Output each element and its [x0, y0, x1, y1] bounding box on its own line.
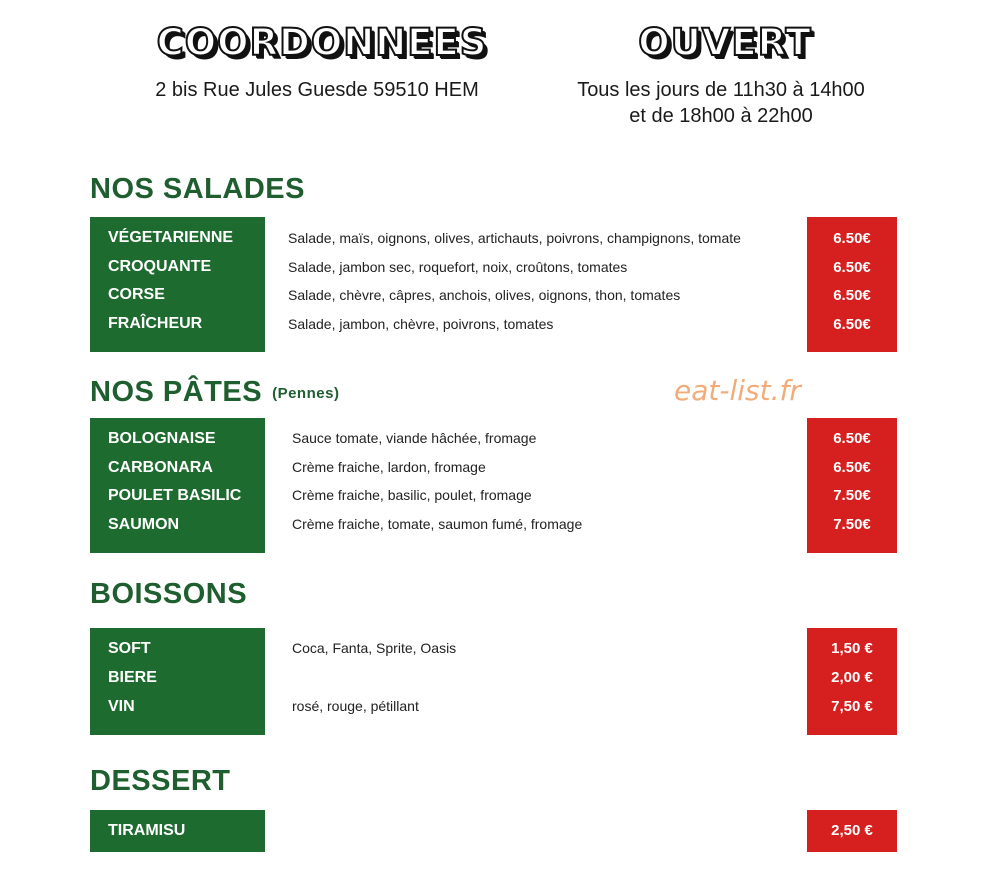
item-desc: Salade, jambon, chèvre, poivrons, tomates	[288, 316, 554, 332]
item-desc: Salade, jambon sec, roquefort, noix, croûtons, tomates	[288, 259, 628, 275]
item-price: 6.50€	[833, 430, 871, 447]
item-desc: Coca, Fanta, Sprite, Oasis	[292, 640, 457, 656]
item-price: 2,50 €	[831, 822, 873, 839]
item-price: 6.50€	[833, 459, 871, 476]
section-title-text: BOISSONS	[90, 578, 248, 610]
item-name: CORSE	[108, 286, 165, 303]
section-title-dessert	[90, 767, 230, 796]
item-name: BIERE	[108, 669, 157, 686]
item-name: POULET BASILIC	[108, 487, 242, 504]
item-price: 7.50€	[833, 487, 871, 504]
item-name: SAUMON	[108, 516, 180, 533]
item-price: 6.50€	[833, 230, 871, 247]
item-price: 1,50 €	[831, 640, 873, 657]
item-price: 7,50 €	[831, 698, 873, 715]
item-price: 6.50€	[833, 316, 871, 333]
item-name: VÉGETARIENNE	[108, 229, 234, 246]
section-subtitle: (Pennes)	[272, 384, 340, 402]
item-name: TIRAMISU	[108, 822, 186, 839]
contact-title: COORDONNEES	[156, 21, 488, 64]
item-name: CARBONARA	[108, 459, 213, 476]
item-desc: rosé, rouge, pétillant	[292, 698, 419, 714]
item-price: 2,00 €	[831, 669, 873, 686]
item-desc: Crème fraiche, basilic, poulet, fromage	[292, 487, 532, 503]
section-title-text: NOS SALADES	[90, 173, 305, 205]
address-text: 2 bis Rue Jules Guesde 59510 HEM	[155, 79, 479, 101]
section-title-salades	[90, 175, 305, 204]
item-desc: Salade, chèvre, câpres, anchois, olives, oignons, thon, tomates	[288, 287, 681, 303]
item-desc: Sauce tomate, viande hâchée, fromage	[292, 430, 537, 446]
item-price: 6.50€	[833, 287, 871, 304]
open-title: OUVERT	[638, 21, 812, 64]
item-desc: Crème fraiche, tomate, saumon fumé, fromage	[292, 516, 583, 532]
item-name: FRAÎCHEUR	[108, 315, 203, 332]
item-name: VIN	[108, 698, 135, 715]
hours-line-2: et de 18h00 à 22h00	[629, 105, 813, 127]
item-name: SOFT	[108, 640, 151, 657]
section-title-text: DESSERT	[90, 765, 231, 797]
watermark: eat-list.fr	[674, 374, 801, 407]
hours-line-1: Tous les jours de 11h30 à 14h00	[577, 79, 865, 101]
item-desc: Salade, maïs, oignons, olives, artichauts, poivrons, champignons, tomate	[288, 230, 741, 246]
item-name: CROQUANTE	[108, 258, 212, 275]
section-title-pates	[90, 378, 339, 407]
item-price: 7.50€	[833, 516, 871, 533]
item-price: 6.50€	[833, 259, 871, 276]
section-title-text: NOS PÂTES	[90, 376, 263, 408]
item-desc: Crème fraiche, lardon, fromage	[292, 459, 486, 475]
section-title-boissons	[90, 580, 247, 609]
item-name: BOLOGNAISE	[108, 430, 216, 447]
